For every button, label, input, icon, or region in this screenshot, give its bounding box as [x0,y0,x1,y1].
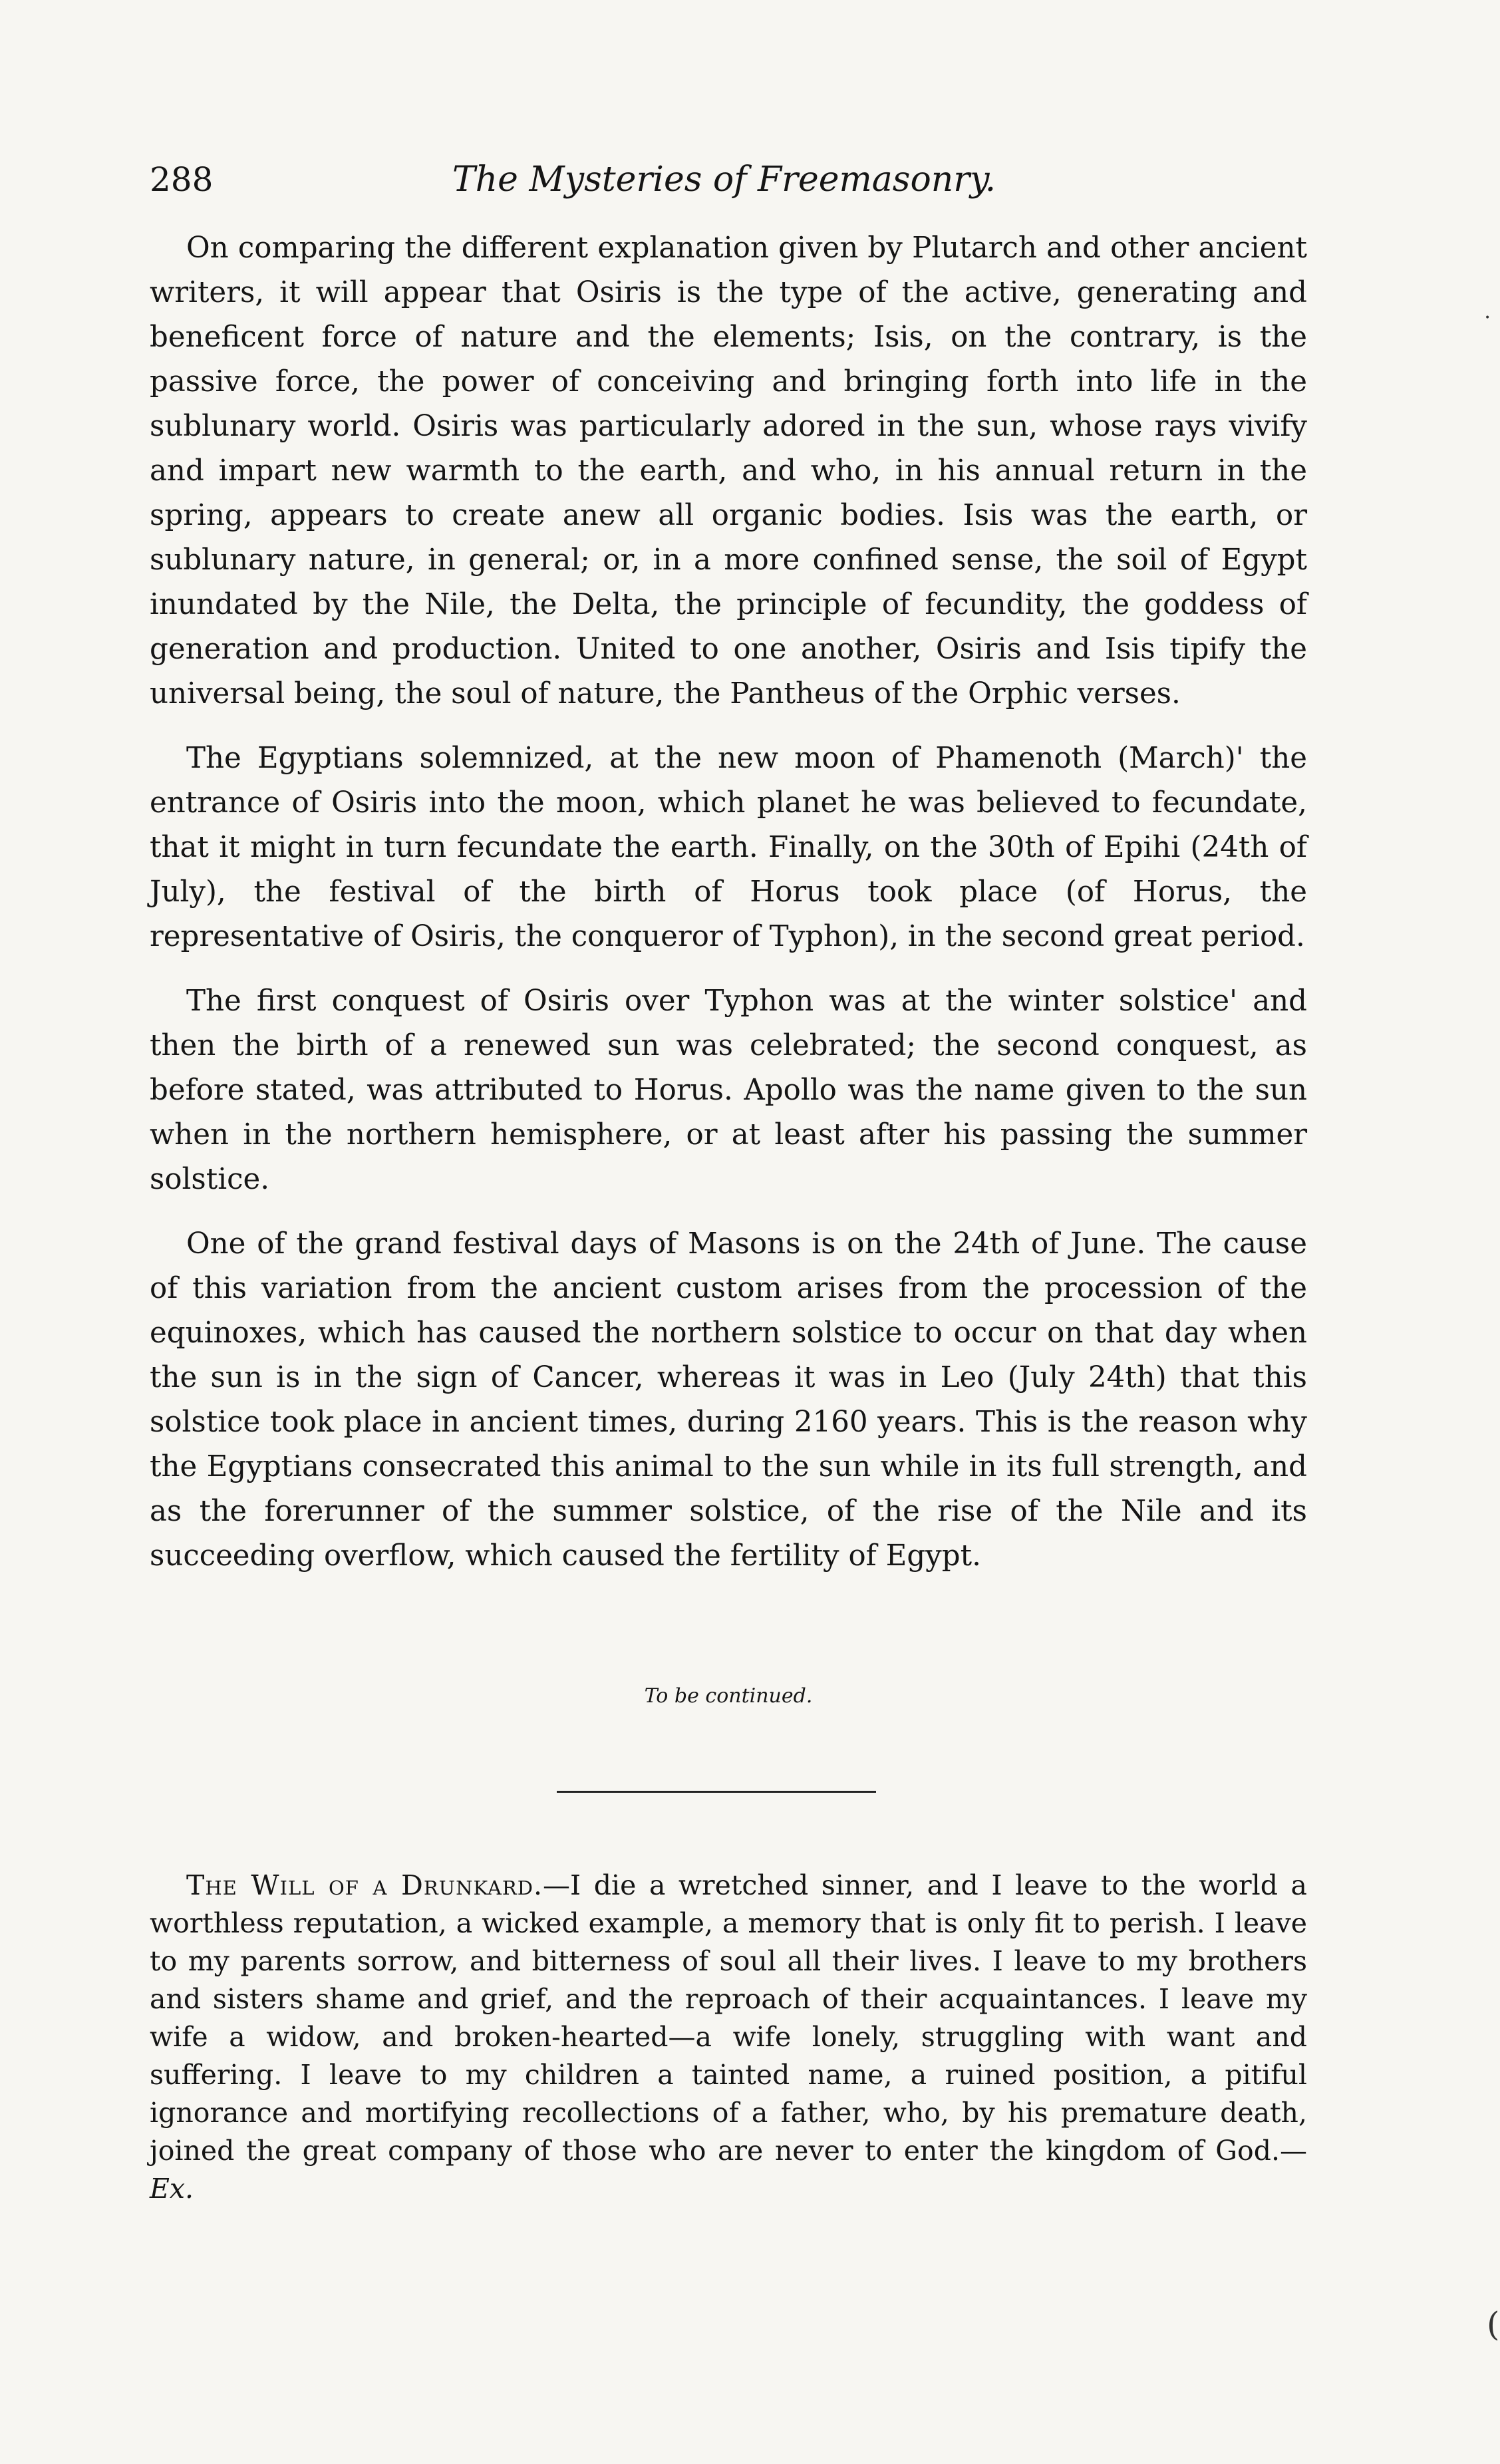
to-be-continued-note: To be continued. [644,1684,813,1708]
page-number: 288 [150,160,214,199]
paragraph-osiris-isis: On comparing the different explanation given by Plutarch and other ancient writers, it will appear that Osiris is the type of the active, generating and beneficent force of nature and the elements; Isis, on the contrary, is the passive force, the power of conceiving and bringing forth into life in the sublunary world. Osiris was particularly adored in the sun, whose rays vivify and impart new warmth to the earth, and who, in his annual return in the spring, appears to create anew all organic bodies. Isis was the earth, or sublunary nature, in general; or, in a more confined sense, the soil of Egypt inundated by the Nile, the Delta, the principle of fecundity, the goddess of generation and production. United to one another, Osiris and Isis tipify the universal being, the soul of nature, the Pantheus of the Orphic verses. [150,231,1307,710]
running-title: The Mysteries of Freemasonry. [452,160,996,200]
margin-edge-mark: ( [1487,2305,1500,2344]
drunkard-will-source: Ex. [150,2173,194,2205]
section-divider [557,1791,876,1793]
paragraph-phamenoth: The Egyptians solemnized, at the new moon of Phamenoth (March)' the entrance of Osiris into the moon, which planet he was believed to fecundate, that it might in turn fecundate the earth. Finally, on the 30th of Epihi (24th of July), the festival of the birth of Horus took place (of Horus, the representative of Osiris, the conqueror of Typhon), in the second great period. [150,742,1307,953]
drunkard-will-paragraph [150,1867,1307,2208]
page-header [150,156,1307,210]
drunkard-will-title: The Will of a Drunkard. [186,1869,543,1901]
drunkard-will-body: —I die a wretched sinner, and I leave to the world a worthless reputation, a wicked example, a memory that is only fit to perish. I leave to my parents sorrow, and bitterness of soul all their lives. I leave to my brothers and sisters shame and grief, and the reproach of their acquaintances. I leave my wife a widow, and broken-hearted—a wife lonely, struggling with want and suffering. I leave to my children a tainted name, a ruined position, a pitiful ignorance and mortifying recollections of a father, who, by his premature death, joined the great company of those who are never to enter the kingdom of God.— [150,1869,1308,2167]
paragraph-festival-days: One of the grand festival days of Masons is on the 24th of June. The cause of this variation from the ancient custom arises from the procession of the equinoxes, which has caused the northern solstice to occur on that day when the sun is in the sign of Cancer, whereas it was in Leo (July 24th) that this solstice took place in ancient times, during 2160 years. This is the reason why the Egyptians consecrated this animal to the sun while in its full strength, and as the forerunner of the summer solstice, of the rise of the Nile and its succeeding overflow, which caused the fertility of Egypt. [150,1227,1307,1573]
margin-dot-mark: • [1485,313,1491,323]
paragraph-first-conquest: The first conquest of Osiris over Typhon was at the winter solstice' and then the birth of a renewed sun was celebrated; the second conquest, as before stated, was attributed to Horus. Apollo was the name given to the sun when in the northern hemisphere, or at least after his passing the summer solstice. [150,985,1307,1196]
article-body [150,226,1307,1599]
